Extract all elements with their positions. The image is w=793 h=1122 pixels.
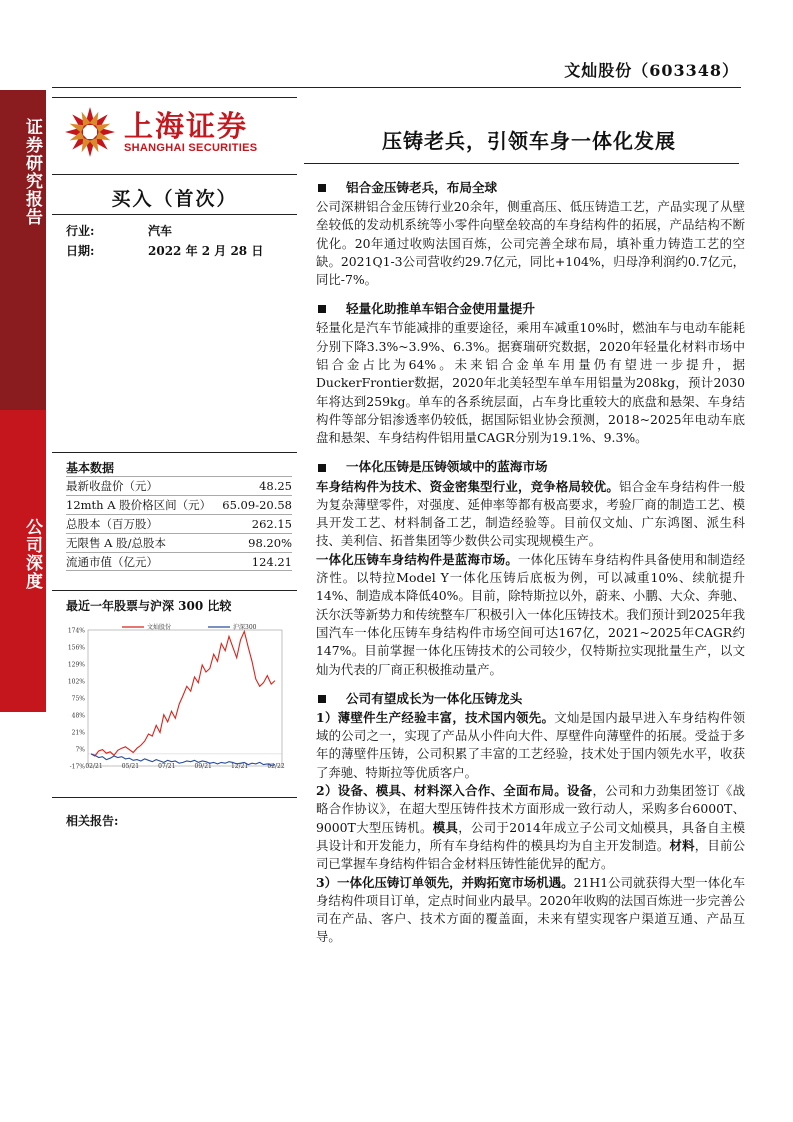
report-title: 压铸老兵，引领车身一体化发展 bbox=[382, 129, 676, 153]
y-tick-label: 75% bbox=[71, 695, 85, 703]
left-rule-logo bbox=[52, 174, 297, 175]
lead-bold: 2）设备、模具、材料深入合作、全面布局。 bbox=[316, 783, 568, 799]
table-row bbox=[66, 495, 292, 514]
x-tick-label: 02/21 bbox=[85, 763, 103, 770]
logo-name-cn: 上海证券 bbox=[124, 109, 249, 143]
bullet-square-icon bbox=[318, 305, 326, 313]
y-tick-label: 156% bbox=[67, 644, 85, 652]
x-tick-label: 05/21 bbox=[121, 763, 140, 770]
inline-bold: 设备 bbox=[567, 783, 593, 799]
table-row bbox=[66, 476, 292, 495]
logo-emblem-icon bbox=[64, 106, 116, 158]
bullet-square-icon bbox=[318, 695, 326, 703]
title-rule bbox=[304, 163, 739, 164]
left-rule-top bbox=[52, 97, 297, 98]
section-heading-2 bbox=[318, 299, 745, 319]
legend-label: 文灿股份 bbox=[147, 624, 172, 631]
main-content bbox=[316, 178, 745, 947]
y-tick-label: 102% bbox=[67, 678, 85, 686]
x-tick-label: 12/21 bbox=[230, 763, 249, 770]
date-label: 日期: bbox=[66, 244, 95, 258]
y-tick-label: 174% bbox=[67, 627, 85, 635]
plot-frame bbox=[88, 630, 282, 766]
series-line-index bbox=[91, 754, 275, 765]
y-tick-label: 7% bbox=[75, 746, 85, 754]
section-heading-text: 一体化压铸是压铸领域中的蓝海市场 bbox=[346, 459, 548, 475]
row-label: 无限售 A 股/总股本 bbox=[66, 536, 166, 550]
lead-bold: 1）薄壁件生产经验丰富，技术国内领先。 bbox=[316, 709, 555, 725]
left-rule-rating bbox=[52, 214, 297, 215]
sidebar-label-report: 证券研究报告 bbox=[22, 118, 42, 226]
para-text: ，公司于2014年成立子公司文灿模具，具备自主模具设计和开发能力，所有车身结构件的模具均为自主开发制造。 bbox=[316, 819, 745, 853]
section-heading-1 bbox=[318, 178, 745, 198]
sidebar-label-deep: 公司深度 bbox=[22, 518, 42, 590]
row-label: 总股本（百万股） bbox=[66, 517, 158, 531]
table-row bbox=[66, 514, 292, 533]
industry-value: 汽车 bbox=[148, 224, 173, 238]
section-4-para-2 bbox=[316, 782, 745, 873]
row-value: 48.25 bbox=[259, 479, 292, 493]
y-tick-label: 21% bbox=[71, 729, 85, 737]
section-3-para-1 bbox=[316, 478, 745, 551]
legend-label: 沪深300 bbox=[233, 624, 257, 631]
company-header: 文灿股份（603348） bbox=[564, 61, 739, 80]
bullet-square-icon bbox=[318, 464, 326, 472]
section-4-para-3 bbox=[316, 874, 745, 947]
para-text: 铝合金车身结构件一般为复杂薄壁零件，对强度、延伸率等都有极高要求，考验厂商的制造工艺、模具开发工艺、材料制备工艺，制造经验等。目前仅文灿、广东鸿图、派生科技、美利信、拓普集团等少数供公司实现规模生产。 bbox=[316, 478, 746, 549]
lead-bold: 一体化压铸车身结构件是蓝海市场。 bbox=[316, 551, 518, 567]
x-tick-label: 09/21 bbox=[194, 763, 212, 770]
left-rule-related bbox=[52, 797, 297, 798]
para-text: ，公司和力劲集团签订《战略合作协议》，在超大型压铸件技术方面形成一致行动人，采购多台6000T、9000T大型压铸机。 bbox=[316, 783, 746, 835]
basic-data-table bbox=[66, 476, 292, 571]
row-value: 98.20% bbox=[248, 536, 292, 550]
row-label: 流通市值（亿元） bbox=[66, 555, 158, 569]
industry-label: 行业: bbox=[66, 224, 95, 238]
inline-bold: 材料 bbox=[669, 837, 695, 853]
section-heading-3 bbox=[318, 458, 745, 478]
basic-data-title: 基本数据 bbox=[66, 461, 115, 475]
rating: 买入（首次） bbox=[111, 188, 238, 210]
related-reports-label: 相关报告: bbox=[66, 814, 119, 828]
section-heading-4 bbox=[318, 689, 745, 709]
para-text: 一体化压铸车身结构件具备使用和制造经济性。以特拉Model Y一体化压铸后底板为例，可以减重10%、续航提升14%、制造成本降低40%。目前，除特斯拉以外，蔚来、小鹏、大众、奔驰、沃尔沃等新势力和传统整车厂积极引入一体化压铸技术。我们预计到2025年我国汽车一体化压铸车身结构件市场空间可达167亿，2021~2025年CAGR约147%。目前掌握一体化压铸技术的公司较少，仅特斯拉实现批量生产，以文灿为代表的厂商正积极推动量产。 bbox=[316, 551, 746, 677]
bullet-square-icon bbox=[318, 184, 326, 192]
para-text: 21H1公司就获得大型一体化车身结构件项目订单，定点时间业内最早。2020年收购的法国百炼进一步完善公司在产品、客户、技术方面的覆盖面，未来有望实现客户渠道互通、产品互导。 bbox=[316, 874, 745, 945]
top-rule bbox=[52, 87, 741, 88]
section-4-para-1 bbox=[316, 709, 745, 782]
row-value: 65.09-20.58 bbox=[222, 498, 292, 512]
lead-bold: 车身结构件为技术、资金密集型行业，竞争格局较优。 bbox=[316, 478, 619, 494]
left-rule-basic bbox=[52, 452, 297, 453]
logo bbox=[64, 106, 257, 158]
date-row bbox=[66, 242, 264, 259]
row-value: 124.21 bbox=[251, 555, 292, 569]
industry-row bbox=[66, 222, 173, 239]
section-heading-text: 轻量化助推单车铝合金使用量提升 bbox=[346, 301, 535, 317]
y-tick-label: 48% bbox=[71, 712, 85, 720]
section-1-body: 公司深耕铝合金压铸行业20余年，侧重高压、低压铸造工艺，产品实现了从壁垒较低的发动机系统等小零件向壁垒较高的车身结构件的拓展，产品结构不断优化。20年通过收购法国百炼，公司完善全球布局，填补重力铸造工艺的空缺。2021Q1-3公司营收约29.7亿元，同比+104%，归母净利润约0.7亿元，同比-7%。 bbox=[316, 199, 745, 288]
left-rule-chart bbox=[52, 590, 297, 591]
row-value: 262.15 bbox=[251, 517, 292, 531]
section-heading-text: 公司有望成长为一体化压铸龙头 bbox=[346, 690, 523, 706]
para-text: 文灿是国内最早进入车身结构件领域的公司之一，实现了产品从小件向大件、厚壁件向薄壁件的拓展。受益于多年的薄壁件压铸，公司积累了丰富的工艺经验，技术处于国内领先水平，收获了奔驰、特斯拉等优质客户。 bbox=[316, 709, 745, 780]
row-label: 12mth A 股价格区间（元） bbox=[66, 498, 212, 512]
date-value: 2022 年 2 月 28 日 bbox=[148, 244, 264, 258]
section-heading-text: 铝合金压铸老兵，布局全球 bbox=[346, 179, 498, 195]
section-2-body: 轻量化是汽车节能减排的重要途径，乘用车减重10%时，燃油车与电动车能耗分别下降3.3%~3.9%、6.3%。据赛瑞研究数据，2020年轻量化材料市场中铝合金占比为64%。未来铝合金单车用量仍有望进一步提升，据DuckerFrontier数据，2020年北美轻型车单车用铝量为208kg，预计2030年将达到259kg。单车的各系统层面，占车身比重较大的底盘和悬架、车身结构件等部分铝渗透率仍较低，据国际铝业协会预测，2018~2025年电动车底盘和悬架、车身结构件铝用量CAGR分别为19.1%、9.3%。 bbox=[316, 320, 745, 446]
y-tick-label: -17% bbox=[69, 763, 85, 771]
section-3-para-2 bbox=[316, 551, 745, 679]
inline-bold: 模具 bbox=[432, 819, 459, 835]
x-tick-label: 07/21 bbox=[158, 763, 176, 770]
y-tick-label: 129% bbox=[67, 661, 85, 669]
stock-comparison-chart bbox=[60, 618, 292, 774]
x-tick-label: 02/22 bbox=[267, 763, 285, 770]
row-label: 最新收盘价（元） bbox=[66, 479, 158, 493]
table-row bbox=[66, 552, 292, 571]
para-text: ，目前公司已掌握车身结构件铝合金材料压铸性能优异的配方。 bbox=[316, 837, 746, 872]
logo-name-en: SHANGHAI SECURITIES bbox=[124, 142, 258, 154]
lead-bold: 3）一体化压铸订单领先，并购拓宽市场机遇。 bbox=[316, 874, 574, 890]
series-line-stock bbox=[91, 631, 275, 756]
table-row bbox=[66, 533, 292, 552]
chart-title: 最近一年股票与沪深 300 比较 bbox=[66, 599, 232, 613]
